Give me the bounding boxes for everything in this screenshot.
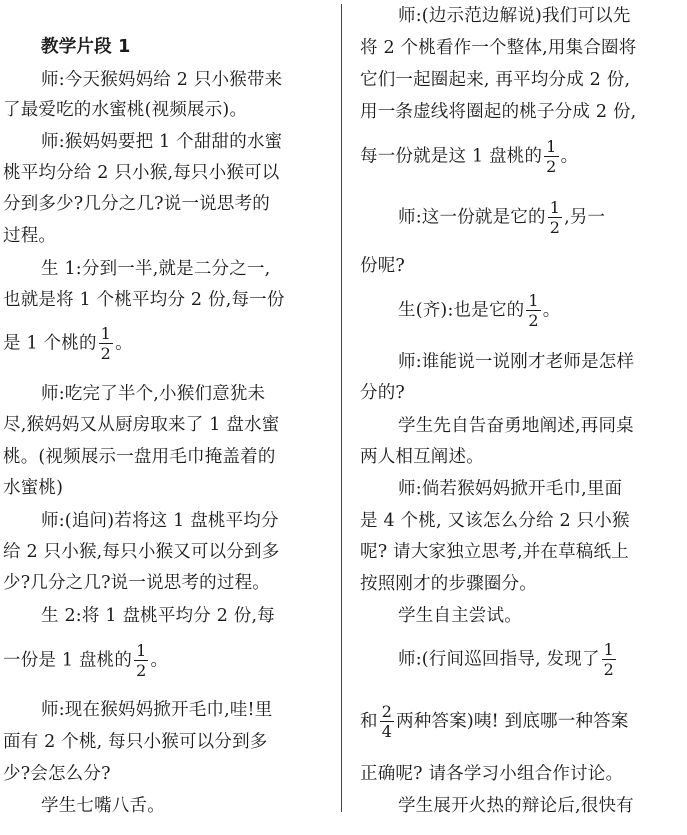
paragraph-line: 份呢? <box>360 256 405 276</box>
text-segment: 师:这一份就是它的 <box>398 207 546 228</box>
paragraph-line: 生 1:分到一半,就是二分之一, <box>41 259 271 279</box>
paragraph-line: 桃。(视频展示一盘用毛巾掩盖着的 <box>3 447 276 467</box>
paragraph-line: 师:今天猴妈妈给 2 只小猴带来 <box>41 70 283 90</box>
paragraph-line: 少?会怎么分? <box>3 764 111 784</box>
paragraph-line-with-fraction <box>398 642 618 678</box>
paragraph-line-with-fraction <box>3 643 168 679</box>
paragraph-line: 师:吃完了半个,小猴们意犹未 <box>41 384 266 404</box>
text-segment: 。 <box>115 333 133 354</box>
paragraph-line: 师:倘若猴妈妈掀开毛巾,里面 <box>398 479 623 499</box>
paragraph-line: 师:现在猴妈妈掀开毛巾,哇!里 <box>41 700 273 720</box>
paragraph-line: 师:(边示范边解说)我们可以先 <box>398 6 631 26</box>
paragraph-line: 学生七嘴八舌。 <box>41 796 165 816</box>
text-segment: 。 <box>560 146 579 167</box>
fraction-one-half: $\frac{1}{2}$ <box>549 198 561 237</box>
fraction-two-fourths: $\frac{2}{4}$ <box>381 702 393 741</box>
paragraph-line: 呢? 请大家独立思考,并在草稿纸上 <box>360 542 629 562</box>
paragraph-line: 少?几分之几?说一说思考的过程。 <box>3 573 270 593</box>
text-segment: 两种答案)咦! 到底哪一种答案 <box>396 711 629 732</box>
text-segment: 一份是 1 盘桃的 <box>3 650 133 671</box>
paragraph-line: 师:猴妈妈要把 1 个甜甜的水蜜 <box>41 132 283 152</box>
paragraph-line: 将 2 个桃看作一个整体,用集合圈将 <box>360 38 637 58</box>
paragraph-line: 正确呢? 请各学习小组合作讨论。 <box>360 764 624 784</box>
paragraph-line: 两人相互阐述。 <box>360 447 484 467</box>
text-segment: 师:(行间巡回指导, 发现了 <box>398 649 600 670</box>
paragraph-line: 它们一起圈起来, 再平均分成 2 份, <box>360 70 631 90</box>
paragraph-line: 水蜜桃) <box>3 478 64 498</box>
paragraph-line: 面有 2 个桃, 每只小猴可以分到多 <box>3 732 268 752</box>
fraction-one-half: $\frac{1}{2}$ <box>136 641 147 680</box>
paragraph-line: 用一条虚线将圈起的桃子分成 2 份, <box>360 102 637 122</box>
paragraph-line: 也就是将 1 个桃平均分 2 份,每一份 <box>3 290 285 310</box>
paragraph-line: 给 2 只小猴,每只小猴又可以分到多 <box>3 542 280 562</box>
paragraph-line: 过程。 <box>3 226 57 246</box>
paragraph-line: 桃平均分给 2 只小猴,每只小猴可以 <box>3 163 280 183</box>
paragraph-line: 按照刚才的步骤圈分。 <box>360 574 537 594</box>
paragraph-line: 分的? <box>360 383 405 403</box>
paragraph-line: 师:(追问)若将这 1 盘桃平均分 <box>41 511 279 531</box>
column-divider <box>341 4 342 812</box>
text-segment: 。 <box>542 300 561 321</box>
paragraph-line: 学生展开火热的辩论后,很快有 <box>398 796 634 816</box>
text-segment: 和 <box>360 711 378 732</box>
paragraph-line-with-fraction <box>3 326 133 362</box>
text-segment: 每一份就是这 1 盘桃的 <box>360 146 543 167</box>
paragraph-line: 学生自主尝试。 <box>398 606 522 626</box>
paragraph-line: 尽,猴妈妈又从厨房取来了 1 盘水蜜 <box>3 415 280 435</box>
fraction-one-half: $\frac{1}{2}$ <box>528 291 539 330</box>
paragraph-line: 学生先自告奋勇地阐述,再同桌 <box>398 416 634 436</box>
paragraph-line: 生 2:将 1 盘桃平均分 2 份,每 <box>41 606 275 626</box>
fraction-one-half: $\frac{1}{2}$ <box>603 640 615 679</box>
paragraph-line: 师:谁能说一说刚才老师是怎样 <box>398 352 635 372</box>
paragraph-line-with-fraction <box>398 200 605 236</box>
section-heading: 教学片段 1 <box>41 37 131 57</box>
text-segment: 生(齐):也是它的 <box>398 300 525 321</box>
paragraph-line-with-fraction <box>360 704 629 740</box>
text-segment: 是 1 个桃的 <box>3 333 97 354</box>
paragraph-line: 分到多少?几分之几?说一说思考的 <box>3 194 270 214</box>
fraction-one-half: $\frac{1}{2}$ <box>100 324 112 363</box>
fraction-one-half: $\frac{1}{2}$ <box>546 137 557 176</box>
paragraph-line: 了最爱吃的水蜜桃(视频展示)。 <box>3 100 248 120</box>
paragraph-line-with-fraction <box>360 139 578 175</box>
paragraph-line-with-fraction <box>398 293 560 329</box>
text-segment: ,另一 <box>564 207 606 228</box>
text-segment: 。 <box>150 650 169 671</box>
paragraph-line: 是 4 个桃, 又该怎么分给 2 只小猴 <box>360 511 630 531</box>
